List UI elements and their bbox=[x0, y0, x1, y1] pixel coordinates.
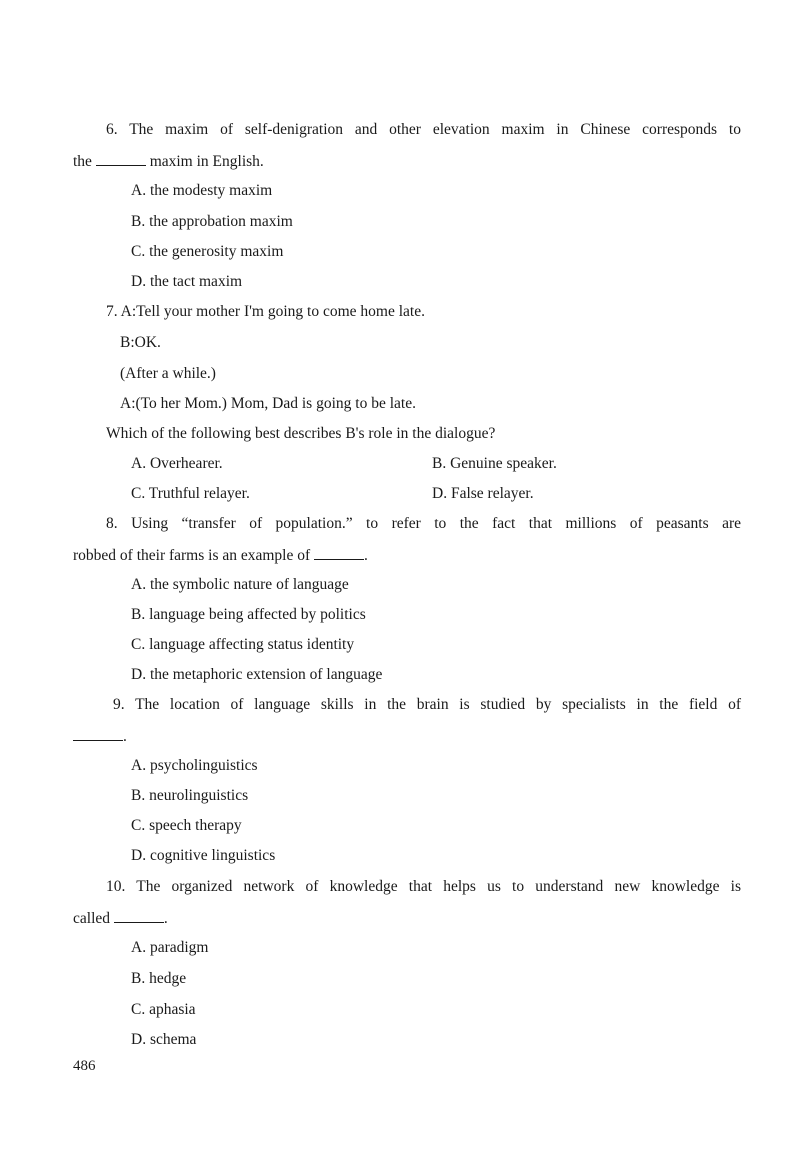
question-9-option-b: B. neurolinguistics bbox=[131, 787, 249, 804]
question-6-option-c: C. the generosity maxim bbox=[131, 243, 284, 260]
question-10-option-d: D. schema bbox=[131, 1031, 197, 1048]
question-7-option-d: D. False relayer. bbox=[432, 485, 534, 502]
question-9-option-d: D. cognitive linguistics bbox=[131, 847, 276, 864]
question-10-option-a: A. paradigm bbox=[131, 939, 209, 956]
question-8-option-b: B. language being affected by politics bbox=[131, 606, 366, 623]
question-7-option-c: C. Truthful relayer. bbox=[131, 485, 250, 502]
question-8-option-a: A. the symbolic nature of language bbox=[131, 576, 349, 593]
question-6-option-b: B. the approbation maxim bbox=[131, 213, 293, 230]
question-10-stem-line2: called . bbox=[73, 910, 168, 927]
question-7-dialogue-line1: 7. A:Tell your mother I'm going to come home late. bbox=[106, 303, 425, 320]
question-7-dialogue-line4: A:(To her Mom.) Mom, Dad is going to be late. bbox=[120, 395, 416, 412]
answer-blank bbox=[73, 726, 123, 741]
question-8-stem-line1: 8. Using “transfer of population.” to refer to the fact that millions of peasants are bbox=[106, 515, 741, 532]
page-number: 486 bbox=[73, 1058, 96, 1074]
question-9-option-c: C. speech therapy bbox=[131, 817, 242, 834]
question-7-dialogue-line3: (After a while.) bbox=[120, 365, 216, 382]
question-7-option-a: A. Overhearer. bbox=[131, 455, 223, 472]
question-8-stem-line2: robbed of their farms is an example of . bbox=[73, 547, 368, 564]
question-6-option-a: A. the modesty maxim bbox=[131, 182, 273, 199]
question-7-prompt: Which of the following best describes B's role in the dialogue? bbox=[106, 425, 496, 442]
question-9-option-a: A. psycholinguistics bbox=[131, 757, 258, 774]
question-10-stem-line1: 10. The organized network of knowledge that helps us to understand new knowledge is bbox=[106, 878, 741, 895]
question-9-stem-line2: . bbox=[73, 726, 127, 747]
question-8-option-d: D. the metaphoric extension of language bbox=[131, 666, 383, 683]
question-9-stem-line1: 9. The location of language skills in the brain is studied by specialists in the field of bbox=[113, 696, 741, 713]
question-10-option-c: C. aphasia bbox=[131, 1001, 196, 1018]
question-7-dialogue-line2: B:OK. bbox=[120, 334, 161, 351]
answer-blank bbox=[114, 908, 164, 923]
answer-blank bbox=[314, 545, 364, 560]
question-10-option-b: B. hedge bbox=[131, 970, 187, 987]
question-6-stem-line1: 6. The maxim of self-denigration and other elevation maxim in Chinese corresponds to bbox=[106, 121, 741, 138]
question-6-stem-line2: the maxim in English. bbox=[73, 153, 264, 170]
answer-blank bbox=[96, 151, 146, 166]
question-6-option-d: D. the tact maxim bbox=[131, 273, 243, 290]
question-8-option-c: C. language affecting status identity bbox=[131, 636, 355, 653]
question-7-option-b: B. Genuine speaker. bbox=[432, 455, 557, 472]
